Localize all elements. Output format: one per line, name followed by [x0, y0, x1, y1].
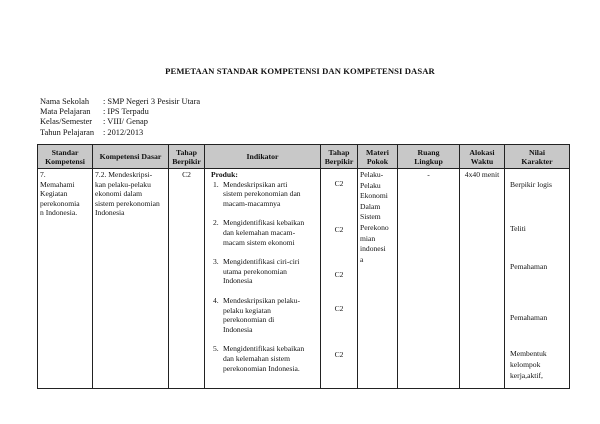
header-materi-pokok: Materi Pokok: [358, 145, 398, 169]
tahap-value: C2: [334, 270, 344, 279]
cell-alokasi-waktu: 4x40 menit: [460, 169, 505, 389]
cell-standar: 7. Memahami Kegiatan perekonomia n Indonesia.: [38, 169, 93, 389]
competency-table: [37, 144, 570, 389]
meta-row: [40, 128, 200, 138]
cell-ruang-lingkup: -: [398, 169, 460, 389]
header-tahap-berpikir-2: Tahap Berpikir: [321, 145, 358, 169]
meta-row: [40, 117, 200, 127]
meta-value: : 2012/2013: [103, 127, 144, 137]
header-ruang-lingkup: Ruang Lingkup: [398, 145, 460, 169]
list-item: 2. Mengidentifikasi kebaikan dan kelemahan macam- macam sistem ekonomi: [213, 218, 305, 247]
page-title: PEMETAAN STANDAR KOMPETENSI DAN KOMPETENSI DASAR: [165, 66, 435, 76]
header-standar: Standar Kompetensi: [38, 145, 93, 169]
meta-value: : IPS Terpadu: [103, 107, 149, 117]
tahap-value: C2: [334, 304, 344, 313]
cell-indikator: [205, 169, 321, 389]
header-nilai-karakter: Nilai Karakter: [505, 145, 570, 169]
list-item: 1. Mendeskripsikan arti sistem perekonomian dan macam-macamnya: [213, 179, 301, 208]
cell-tahap-berpikir-2: [321, 169, 358, 389]
header-tahap-berpikir: Tahap Berpikir: [169, 145, 205, 169]
list-item: 3. Mengidentifikasi ciri-ciri utama perekonomian Indonesia: [213, 257, 300, 286]
cell-materi-pokok: Pelaku- Pelaku Ekonomi Dalam Sistem Perekono mian indonesi a: [358, 169, 398, 389]
nilai-item: Pemahaman: [510, 313, 548, 322]
meta-label: Kelas/Semester: [40, 117, 93, 127]
nilai-item: Berpikir logis: [510, 180, 552, 189]
tahap-value: C2: [334, 225, 344, 234]
header-kompetensi-dasar: Kompetensi Dasar: [93, 145, 169, 169]
school-info: [40, 97, 200, 138]
list-item: 5. Mengidentifikasi kebaikan dan kelemahan sistem perekonomian Indonesia.: [213, 344, 305, 373]
table-row: [38, 169, 570, 389]
nilai-item: Pemahaman: [510, 262, 548, 271]
meta-value: : VIII/ Genap: [103, 117, 148, 127]
nilai-item: Teliti: [510, 224, 526, 233]
tahap-value: C2: [334, 350, 344, 359]
list-item: 4. Mendeskripsikan pelaku- pelaku kegiatan perekonomian di Indonesia: [213, 295, 300, 334]
header-indikator: Indikator: [205, 145, 321, 169]
header-alokasi-waktu: Alokasi Waktu: [460, 145, 505, 169]
meta-label: Nama Sekolah: [40, 97, 90, 106]
cell-kompetensi-dasar: 7.2. Mendeskripsi- kan pelaku-pelaku ekonomi dalam sistem perekonomian Indonesia: [93, 169, 169, 389]
indikator-list: [207, 180, 318, 374]
meta-row: [40, 107, 200, 117]
meta-row: [40, 97, 200, 107]
meta-label: Tahun Pelajaran: [40, 127, 95, 137]
meta-label: Mata Pelajaran: [40, 107, 91, 117]
indikator-heading: Produk:: [211, 170, 238, 179]
cell-nilai-karakter: [505, 169, 570, 389]
meta-value: : SMP Negeri 3 Pesisir Utara: [103, 97, 201, 106]
nilai-item: Membentuk kelompok kerja,aktif,: [510, 349, 547, 380]
cell-tahap-berpikir: C2: [169, 169, 205, 389]
tahap-value: C2: [334, 179, 344, 188]
